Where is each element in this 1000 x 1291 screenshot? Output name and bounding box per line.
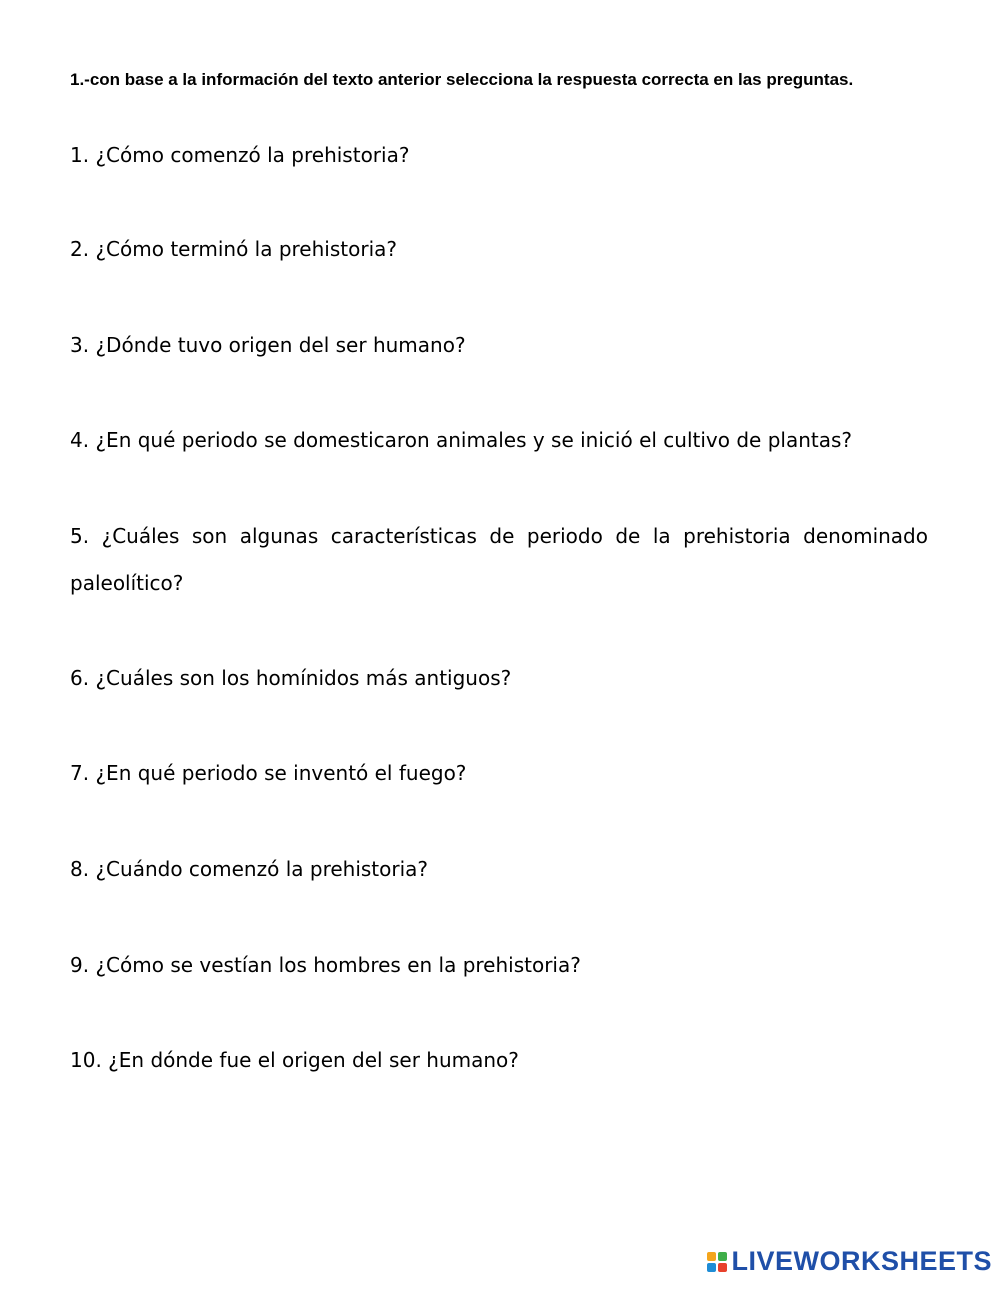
question-3: 3. ¿Dónde tuvo origen del ser humano? <box>70 333 466 357</box>
question-8: 8. ¿Cuándo comenzó la prehistoria? <box>70 857 429 881</box>
liveworksheets-branding <box>707 1246 992 1277</box>
logo-square-1 <box>707 1252 716 1261</box>
question-5: 5. ¿Cuáles son algunas características de periodo de la prehistoria denominado paleolítico? <box>70 524 928 595</box>
question-1: 1. ¿Cómo comenzó la prehistoria? <box>70 143 410 167</box>
liveworksheets-logo-icon <box>707 1252 727 1272</box>
question-7: 7. ¿En qué periodo se inventó el fuego? <box>70 761 467 785</box>
question-10: 10. ¿En dónde fue el origen del ser humano? <box>70 1048 519 1072</box>
question-4: 4. ¿En qué periodo se domesticaron animales y se inició el cultivo de plantas? <box>70 428 853 452</box>
instructions-text: 1.-con base a la información del texto anterior selecciona la respuesta correcta en las preguntas. <box>70 70 854 89</box>
logo-square-2 <box>718 1252 727 1261</box>
question-6: 6. ¿Cuáles son los homínidos más antiguos? <box>70 666 512 690</box>
question-2: 2. ¿Cómo terminó la prehistoria? <box>70 237 397 261</box>
question-9: 9. ¿Cómo se vestían los hombres en la prehistoria? <box>70 953 581 977</box>
logo-square-4 <box>718 1263 727 1272</box>
brand-name: LIVEWORKSHEETS <box>731 1246 992 1276</box>
logo-square-3 <box>707 1263 716 1272</box>
